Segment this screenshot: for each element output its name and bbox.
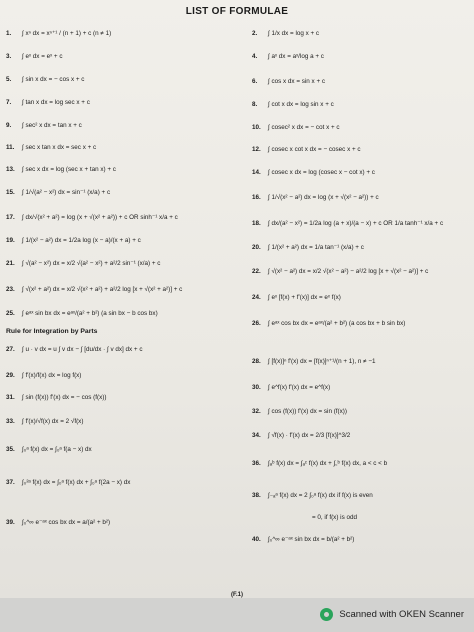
formula-item: 33. ∫ f′(x)/√f(x) dx = 2 √f(x) (6, 418, 84, 425)
formula-item: 29. ∫ f′(x)/f(x) dx = log f(x) (6, 372, 82, 379)
formula-item: 28. ∫ [f(x)]ⁿ f′(x) dx = [f(x)]ⁿ⁺¹/(n + 1), n ≠ −1 (252, 358, 376, 365)
scanner-watermark-bar (0, 598, 474, 632)
formula-item: 24. ∫ eˣ [f(x) + f′(x)] dx = eˣ f(x) (252, 294, 341, 301)
formula-item: 30. ∫ e^f(x) f′(x) dx = e^f(x) (252, 384, 331, 391)
formula-item: 27. ∫ u · v dx = u ∫ v dx − ∫ [du/dx · ∫ v dx] dx + c (6, 346, 143, 353)
formula-item: 31. ∫ sin (f(x)) f′(x) dx = − cos (f(x)) (6, 394, 107, 401)
scanner-label: Scanned with OKEN Scanner (339, 609, 464, 620)
formula-item: 18. ∫ dx/(a² − x²) = 1/2a log (a + x)/(a − x) + c OR 1/a tanh⁻¹ x/a + c (252, 220, 444, 227)
formula-item: 6. ∫ cos x dx = sin x + c (252, 78, 326, 85)
formula-item: 40. ∫₀^∞ e⁻ᵃˣ sin bx dx = b/(a² + b²) (252, 536, 355, 543)
formula-item: 4. ∫ aˣ dx = aˣ/log a + c (252, 53, 324, 60)
formula-item: 20. ∫ 1/(x² + a²) dx = 1/a tan⁻¹ (x/a) + c (252, 244, 364, 251)
formula-item: 37. ∫₀²ᵃ f(x) dx = ∫₀ᵃ f(x) dx + ∫₀ᵃ f(2a − x) dx (6, 479, 131, 486)
formula-item: 23. ∫ √(x² + a²) dx = x/2 √(x² + a²) + a²/2 log [x + √(x² + a²)] + c (6, 286, 183, 293)
formula-item: 1. ∫ xⁿ dx = xⁿ⁺¹ / (n + 1) + c (n ≠ 1) (6, 30, 112, 37)
formula-item: 8. ∫ cot x dx = log sin x + c (252, 101, 334, 108)
formula-item: 26. ∫ eᵃˣ cos bx dx = eᵃˣ/(a² + b²) (a cos bx + b sin bx) (252, 320, 406, 327)
formula-item: 7. ∫ tan x dx = log sec x + c (6, 99, 90, 106)
page-footer: (F.1) (231, 592, 243, 598)
formula-item: 10. ∫ cosec² x dx = − cot x + c (252, 124, 340, 131)
page-title: LIST OF FORMULAE (185, 6, 289, 17)
formula-item: 35. ∫₀ᵃ f(x) dx = ∫₀ᵃ f(a − x) dx (6, 446, 92, 453)
formula-item: 11. ∫ sec x tan x dx = sec x + c (6, 144, 97, 151)
formula-item: 25. ∫ eᵃˣ sin bx dx = eᵃˣ/(a² + b²) (a sin bx − b cos bx) (6, 310, 158, 317)
formula-item: 2. ∫ 1/x dx = log x + c (252, 30, 320, 37)
formula-item: 16. ∫ 1/√(x² − a²) dx = log (x + √(x² − a²)) + c (252, 194, 379, 201)
formula-item: 3. ∫ eˣ dx = eˣ + c (6, 53, 63, 60)
formula-item: 15. ∫ 1/√(a² − x²) dx = sin⁻¹ (x/a) + c (6, 189, 111, 196)
formula-item: 22. ∫ √(x² − a²) dx = x/2 √(x² − a²) − a²/2 log [x + √(x² − a²)] + c (252, 268, 429, 275)
formula-item: 13. ∫ sec x dx = log (sec x + tan x) + c (6, 166, 116, 173)
scanner-logo-icon (320, 608, 333, 621)
formula-item: 19. ∫ 1/(x² − a²) dx = 1/2a log (x − a)/(x + a) + c (6, 237, 141, 244)
formula-item: 12. ∫ cosec x cot x dx = − cosec x + c (252, 146, 361, 153)
formula-item: 36. ∫ₐᵇ f(x) dx = ∫ₐᶜ f(x) dx + ∫꜀ᵇ f(x) dx, a < c < b (252, 460, 388, 467)
formula-item: 21. ∫ √(a² − x²) dx = x/2 √(a² − x²) + a²/2 sin⁻¹ (x/a) + c (6, 260, 161, 267)
formula-item: 17. ∫ dx/√(x² + a²) = log (x + √(x² + a²)) + c OR sinh⁻¹ x/a + c (6, 214, 178, 221)
formula-item: 38. ∫₋ₐᵃ f(x) dx = 2 ∫₀ᵃ f(x) dx if f(x) is even (252, 492, 373, 499)
formula-item: 34. ∫ √f(x) · f′(x) dx = 2/3 [f(x)]^3/2 (252, 432, 351, 439)
section-heading: Rule for Integration by Parts (6, 328, 98, 335)
formula-item: 39. ∫₀^∞ e⁻ᵃˣ cos bx dx = a/(a² + b²) (6, 519, 111, 526)
scanner-badge (320, 608, 464, 621)
formula-item: 32. ∫ cos (f(x)) f′(x) dx = sin (f(x)) (252, 408, 347, 415)
formula-item: 5. ∫ sin x dx = − cos x + c (6, 76, 85, 83)
formula-item: 14. ∫ cosec x dx = log (cosec x − cot x) + c (252, 169, 375, 176)
formula-item-continuation: = 0, if f(x) is odd (312, 514, 357, 521)
formula-item: 9. ∫ sec² x dx = tan x + c (6, 122, 82, 129)
